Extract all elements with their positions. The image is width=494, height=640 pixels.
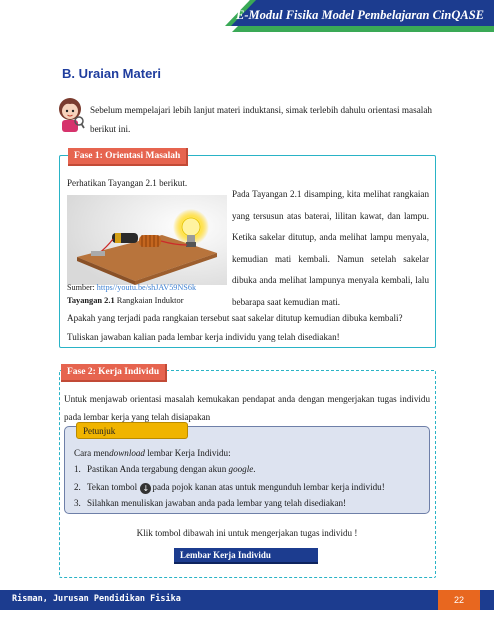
video-caption: [67, 296, 184, 305]
module-title: E-Modul Fisika Model Pembelajaran CinQASE: [236, 8, 484, 22]
step-number: 2.: [74, 482, 81, 492]
step-number: 1.: [74, 464, 81, 474]
video-caption-text: Rangkaian Induktor: [114, 296, 184, 305]
petunjuk-title-suffix: lembar Kerja Individu:: [144, 448, 231, 458]
inductor-circuit-video[interactable]: [67, 195, 227, 285]
petunjuk-title-prefix: Cara men: [74, 448, 110, 458]
intro-paragraph: Sebelum mempelajari lebih lanjut materi induktansi, simak terlebih dahulu orientasi masalah berikut ini.: [90, 105, 432, 134]
worksheet-button[interactable]: Lembar Kerja Individu: [174, 548, 318, 564]
download-icon: ↓: [140, 483, 151, 494]
step-number: 3.: [74, 498, 81, 508]
page-number: 22: [438, 590, 480, 610]
petunjuk-step: [74, 461, 424, 477]
video-source-link[interactable]: https//youtu.be/shJAV59NS6k: [96, 283, 197, 292]
step-text-end: .: [253, 464, 256, 474]
step-text: Silahkan menuliskan jawaban anda pada lembar yang telah disediakan!: [87, 498, 347, 508]
step-text-end: pada pojok kanan atas untuk mengunduh lembar kerja individu!: [152, 482, 385, 492]
petunjuk-list: [74, 445, 424, 511]
section-heading: B. Uraian Materi: [62, 66, 161, 81]
fase2-intro: Untuk menjawab orientasi masalah kemukakan pendapat anda dengan mengerjakan tugas individu pada lembar kerja yang telah disiapakan: [64, 394, 430, 422]
step-text: Tekan tombol: [87, 482, 140, 492]
fase1-label: Fase 1: Orientasi Masalah: [68, 148, 188, 166]
fase1-description: Pada Tayangan 2.1 disamping, kita melihat rangkaian yang tersusun atas baterai, lilitan kawat, dan lampu. Ketika sakelar ditutup, anda melihat lampu menyala, kemudian mati kembali. Namun setelah sakelar dibuka anda melihat lampunya menyala kembali, lalu bebarapa saat kemudian mati.: [232, 189, 429, 307]
petunjuk-step: [74, 479, 424, 495]
step-text: Pastikan Anda tergabung dengan akun: [87, 464, 229, 474]
fase2-instruction: Klik tombol dibawah ini untuk mengerjakan tugas individu !: [136, 528, 358, 538]
header-banner: [0, 0, 494, 36]
video-caption-number: Tayangan 2.1: [67, 296, 115, 305]
footer-author: Risman, Jurusan Pendidikan Fisika: [12, 594, 181, 604]
petunjuk-step: [74, 495, 424, 511]
video-source: [67, 283, 196, 292]
petunjuk-title-italic: download: [109, 448, 145, 458]
petunjuk-label: Petunjuk: [76, 422, 188, 439]
fase1-lead-text: Perhatikan Tayangan 2.1 berikut.: [67, 178, 188, 188]
fase1-question: Apakah yang terjadi pada rangkaian tersebut saat sakelar ditutup kemudian dibuka kembali? Tuliskan jawaban kalian pada lembar kerja individu yang telah disediakan!: [67, 313, 403, 342]
step-text-italic: google: [228, 464, 254, 474]
student-avatar-icon: [55, 95, 85, 133]
video-source-prefix: Sumber:: [67, 283, 97, 292]
petunjuk-title: [74, 445, 424, 461]
fase2-label: Fase 2: Kerja Individu: [61, 364, 167, 382]
